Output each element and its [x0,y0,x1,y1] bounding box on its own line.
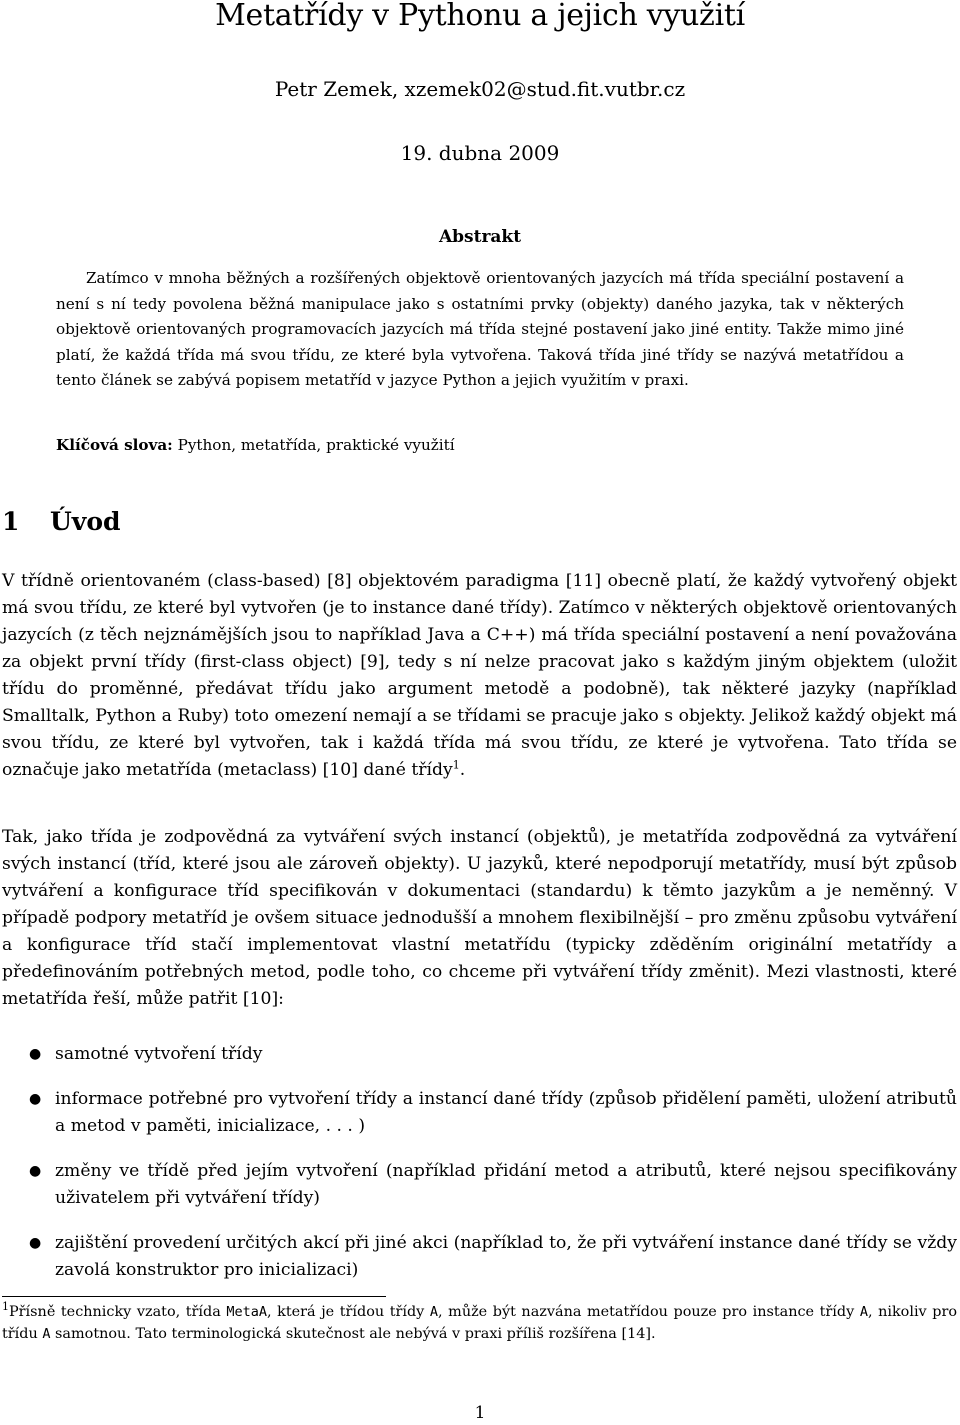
intro-paragraph-1-text: V třídně orientovaném (class-based) [8] objektovém paradigma [11] obecně platí, že každý vytvořený objekt má svou třídu, ze které byl vytvořen (je to instance dané třídy). Zatímco v některých objektově orientovaných jazycích (z těch nejznámějších jsou to například Java a C++) má třída speciální postavení a není považována za objekt první třídy (first-class object) [9], tedy s ní nelze pracovat jako s každým jiným objektem (uložit třídu do proměnné, předávat třídu jako argument metodě a podobně), tak některé jazyky (například Smalltalk, Python a Ruby) toto omezení nemají a se třídami se pracuje jako s objekty. Jelikož každý objekt má svou třídu, ze které byl vytvořen, tak i každá třída má svou třídu, ze které je vytvořena. Tato třída se označuje jako metatřída (metaclass) [10] dané třídy [2,571,957,780]
code-metaa: MetaA [226,1304,268,1320]
author-line: Petr Zemek, xzemek02@stud.fit.vutbr.cz [274,77,686,101]
footnote-text: , nikoliv pro třídu [2,1304,957,1342]
footnote-divider [2,1296,386,1297]
footnote [2,1301,957,1345]
intro-paragraph-1 [2,568,957,784]
intro-paragraph-1-end: . [459,760,466,780]
code-a: A [859,1304,868,1320]
bullet-icon: ● [29,1091,42,1107]
page-number: 1 [474,1403,486,1423]
footnote-text: samotnou. Tato terminologická skutečnost ale nebývá v praxi příliš rozšířena [14]. [50,1326,656,1342]
footnote-text: Přísně technicky vzato, třída [9,1304,227,1320]
code-a: A [42,1326,51,1342]
bullet-icon: ● [29,1163,42,1179]
section-number: 1 [2,507,20,536]
keywords-label: Klíčová slova: [56,436,173,454]
list-item [2,1041,957,1068]
list-item [2,1158,957,1212]
metaclass-properties-list [2,1041,957,1302]
footnote-text: , která je třídou třídy [267,1304,430,1320]
list-item [2,1230,957,1284]
section-heading [2,502,902,542]
abstract-text: Zatímco v mnoha běžných a rozšířených objektově orientovaných jazycích má třída speciální postavení a není s ní tedy povolena běžná manipulace jako s ostatními prvky (objekty) daného jazyka, tak v některých objektově orientovaných programovacích jazycích má třída stejné postavení jako jiné entity. Takže mimo jiné platí, že každá třída má svou třídu, ze které byla vytvořena. Taková třída jiné třídy se nazývá metatřídou a tento článek se zabývá popisem metatříd v jazyce Python a jejich využitím v praxi. [56,269,904,389]
abstract-heading: Abstrakt [438,227,522,247]
paper-date: 19. dubna 2009 [400,141,560,165]
footnote-reference[interactable]: 1 [452,758,460,772]
footnote-text: , může být nazvána metatřídou pouze pro instance třídy [438,1304,860,1320]
code-a: A [429,1304,439,1320]
intro-paragraph-2: Tak, jako třída je zodpovědná za vytváření svých instancí (objektů), je metatřída zodpovědná za vytváření svých instancí (tříd, které jsou ale zároveň objekty). U jazyků, které nepodporují metatřídy, musí být způsob vytváření a konfigurace tříd specifikován v dokumentaci (standardu) k těmto jazykům a je neměnný. V případě podpory metatříd je ovšem situace jednodušší a mnohem flexibilnější – pro změnu způsobu vytváření a konfigurace tříd stačí implementovat vlastní metatřídu (typicky zděděním originální metatřídy a předefinováním potřebných metod, podle toho, co chceme při vytváření třídy změnit). Mezi vlastnosti, které metatřída řeší, může patřit [10]: [2,827,957,1009]
section-title: Úvod [50,507,121,536]
keywords-line [56,433,904,458]
footnote-marker: 1 [2,1300,9,1314]
bullet-icon: ● [29,1046,42,1062]
list-item [2,1086,957,1140]
list-item-text: změny ve třídě před jejím vytvoření (například přidání metod a atributů, které nejsou specifikovány uživatelem při vytváření třídy) [55,1161,957,1208]
bullet-icon: ● [29,1235,42,1251]
list-item-text: zajištění provedení určitých akcí při jiné akci (například to, že při vytváření instance dané třídy se vždy zavolá konstruktor pro inicializaci) [55,1233,957,1280]
paper-title: Metatřídy v Pythonu a jejich využití [215,0,745,33]
keywords-value: Python, metatřída, praktické využití [177,436,455,454]
list-item-text: samotné vytvoření třídy [55,1044,263,1064]
list-item-text: informace potřebné pro vytvoření třídy a instancí dané třídy (způsob přidělení paměti, uložení atributů a metod v paměti, inicializace, . . . ) [55,1089,957,1136]
